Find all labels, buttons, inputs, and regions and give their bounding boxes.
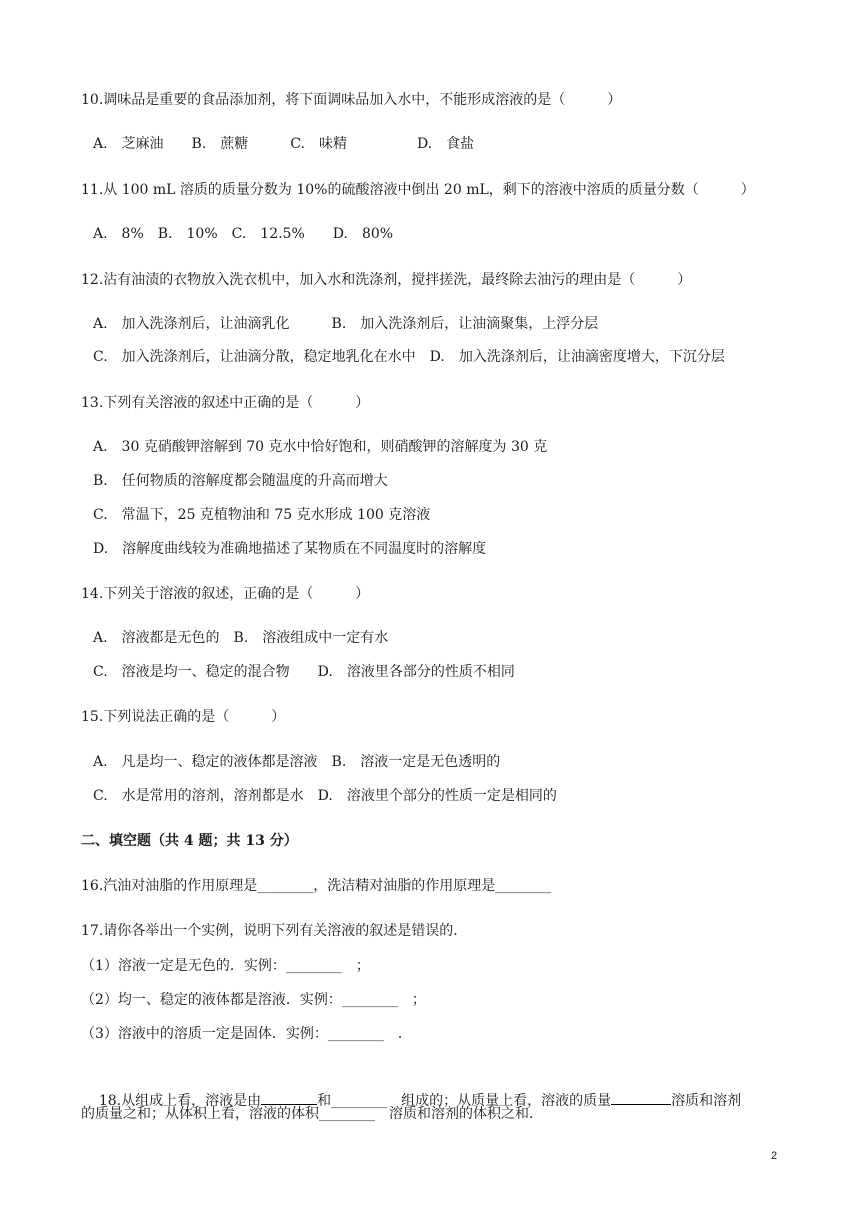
question-18-text-b: 和________ 组成的；从质量上看，溶液的质量 — [317, 1093, 612, 1109]
answer-blank — [611, 1090, 671, 1105]
question-18-text-a: 18.从组成上看，溶液是由 — [98, 1093, 262, 1109]
question-12-options-ab: A. 加入洗涤剂后，让油滴乳化 B. 加入洗涤剂后，让油滴聚集，上浮分层 — [93, 316, 599, 332]
question-14-options-cd: C. 溶液是均一、稳定的混合物 D. 溶液里各部分的性质不相同 — [93, 664, 515, 680]
question-10-stem: 10.调味品是重要的食品添加剂，将下面调味品加入水中，不能形成溶液的是（ ） — [81, 92, 622, 108]
question-17-part-2: （2）均一、稳定的液体都是溶液．实例：________ ； — [81, 992, 426, 1008]
question-13-option-b: B. 任何物质的溶解度都会随温度的升高而增大 — [93, 473, 388, 489]
question-15-options-ab: A. 凡是均一、稳定的液体都是溶液 B. 溶液一定是无色透明的 — [93, 754, 501, 770]
question-17-stem: 17.请你各举出一个实例，说明下列有关溶液的叙述是错误的． — [81, 923, 468, 939]
page-number: 2 — [771, 1150, 778, 1162]
answer-blank — [261, 1090, 317, 1105]
question-13-option-a: A. 30 克硝酸钾溶解到 70 克水中恰好饱和，则硝酸钾的溶解度为 30 克 — [93, 439, 548, 455]
question-13-option-d: D. 溶解度曲线较为准确地描述了某物质在不同温度时的溶解度 — [93, 541, 487, 557]
question-17-part-3: （3）溶液中的溶质一定是固体．实例：________ ． — [81, 1026, 412, 1042]
question-14-stem: 14.下列关于溶液的叙述，正确的是（ ） — [81, 586, 370, 602]
question-11-options: A. 8% B. 10% C. 12.5% D. 80% — [93, 226, 394, 242]
question-13-stem: 13.下列有关溶液的叙述中正确的是（ ） — [81, 395, 370, 411]
question-12-stem: 12.沾有油渍的衣物放入洗衣机中，加入水和洗涤剂，搅拌搓洗，最终除去油污的理由是（ ） — [81, 272, 692, 288]
question-14-options-ab: A. 溶液都是无色的 B. 溶液组成中一定有水 — [93, 630, 389, 646]
question-10-options: A. 芝麻油 B. 蔗糖 C. 味精 D. 食盐 — [93, 136, 475, 152]
section-2-title: 二、填空题（共 4 题；共 13 分） — [81, 833, 298, 849]
question-13-option-c: C. 常温下，25 克植物油和 75 克水形成 100 克溶液 — [93, 507, 431, 523]
question-15-options-cd: C. 水是常用的溶剂，溶剂都是水 D. 溶液里个部分的性质一定是相同的 — [93, 788, 557, 804]
question-11-stem: 11.从 100 mL 溶质的质量分数为 10%的硫酸溶液中倒出 20 mL，剩下的溶液中溶质的质量分数（ ） — [81, 182, 755, 198]
question-16: 16.汽油对油脂的作用原理是________，洗洁精对油脂的作用原理是________ — [81, 878, 552, 894]
question-18-line-2: 的质量之和；从体积上看，溶液的体积________ 溶质和溶剂的体积之和． — [81, 1106, 543, 1122]
question-12-options-cd: C. 加入洗涤剂后，让油滴分散，稳定地乳化在水中 D. 加入洗涤剂后，让油滴密度增大，下沉分层 — [93, 349, 725, 365]
question-15-stem: 15.下列说法正确的是（ ） — [81, 709, 286, 725]
question-18-text-c: 溶质和溶剂 — [671, 1093, 742, 1109]
question-17-part-1: （1）溶液一定是无色的．实例：________ ； — [81, 958, 370, 974]
